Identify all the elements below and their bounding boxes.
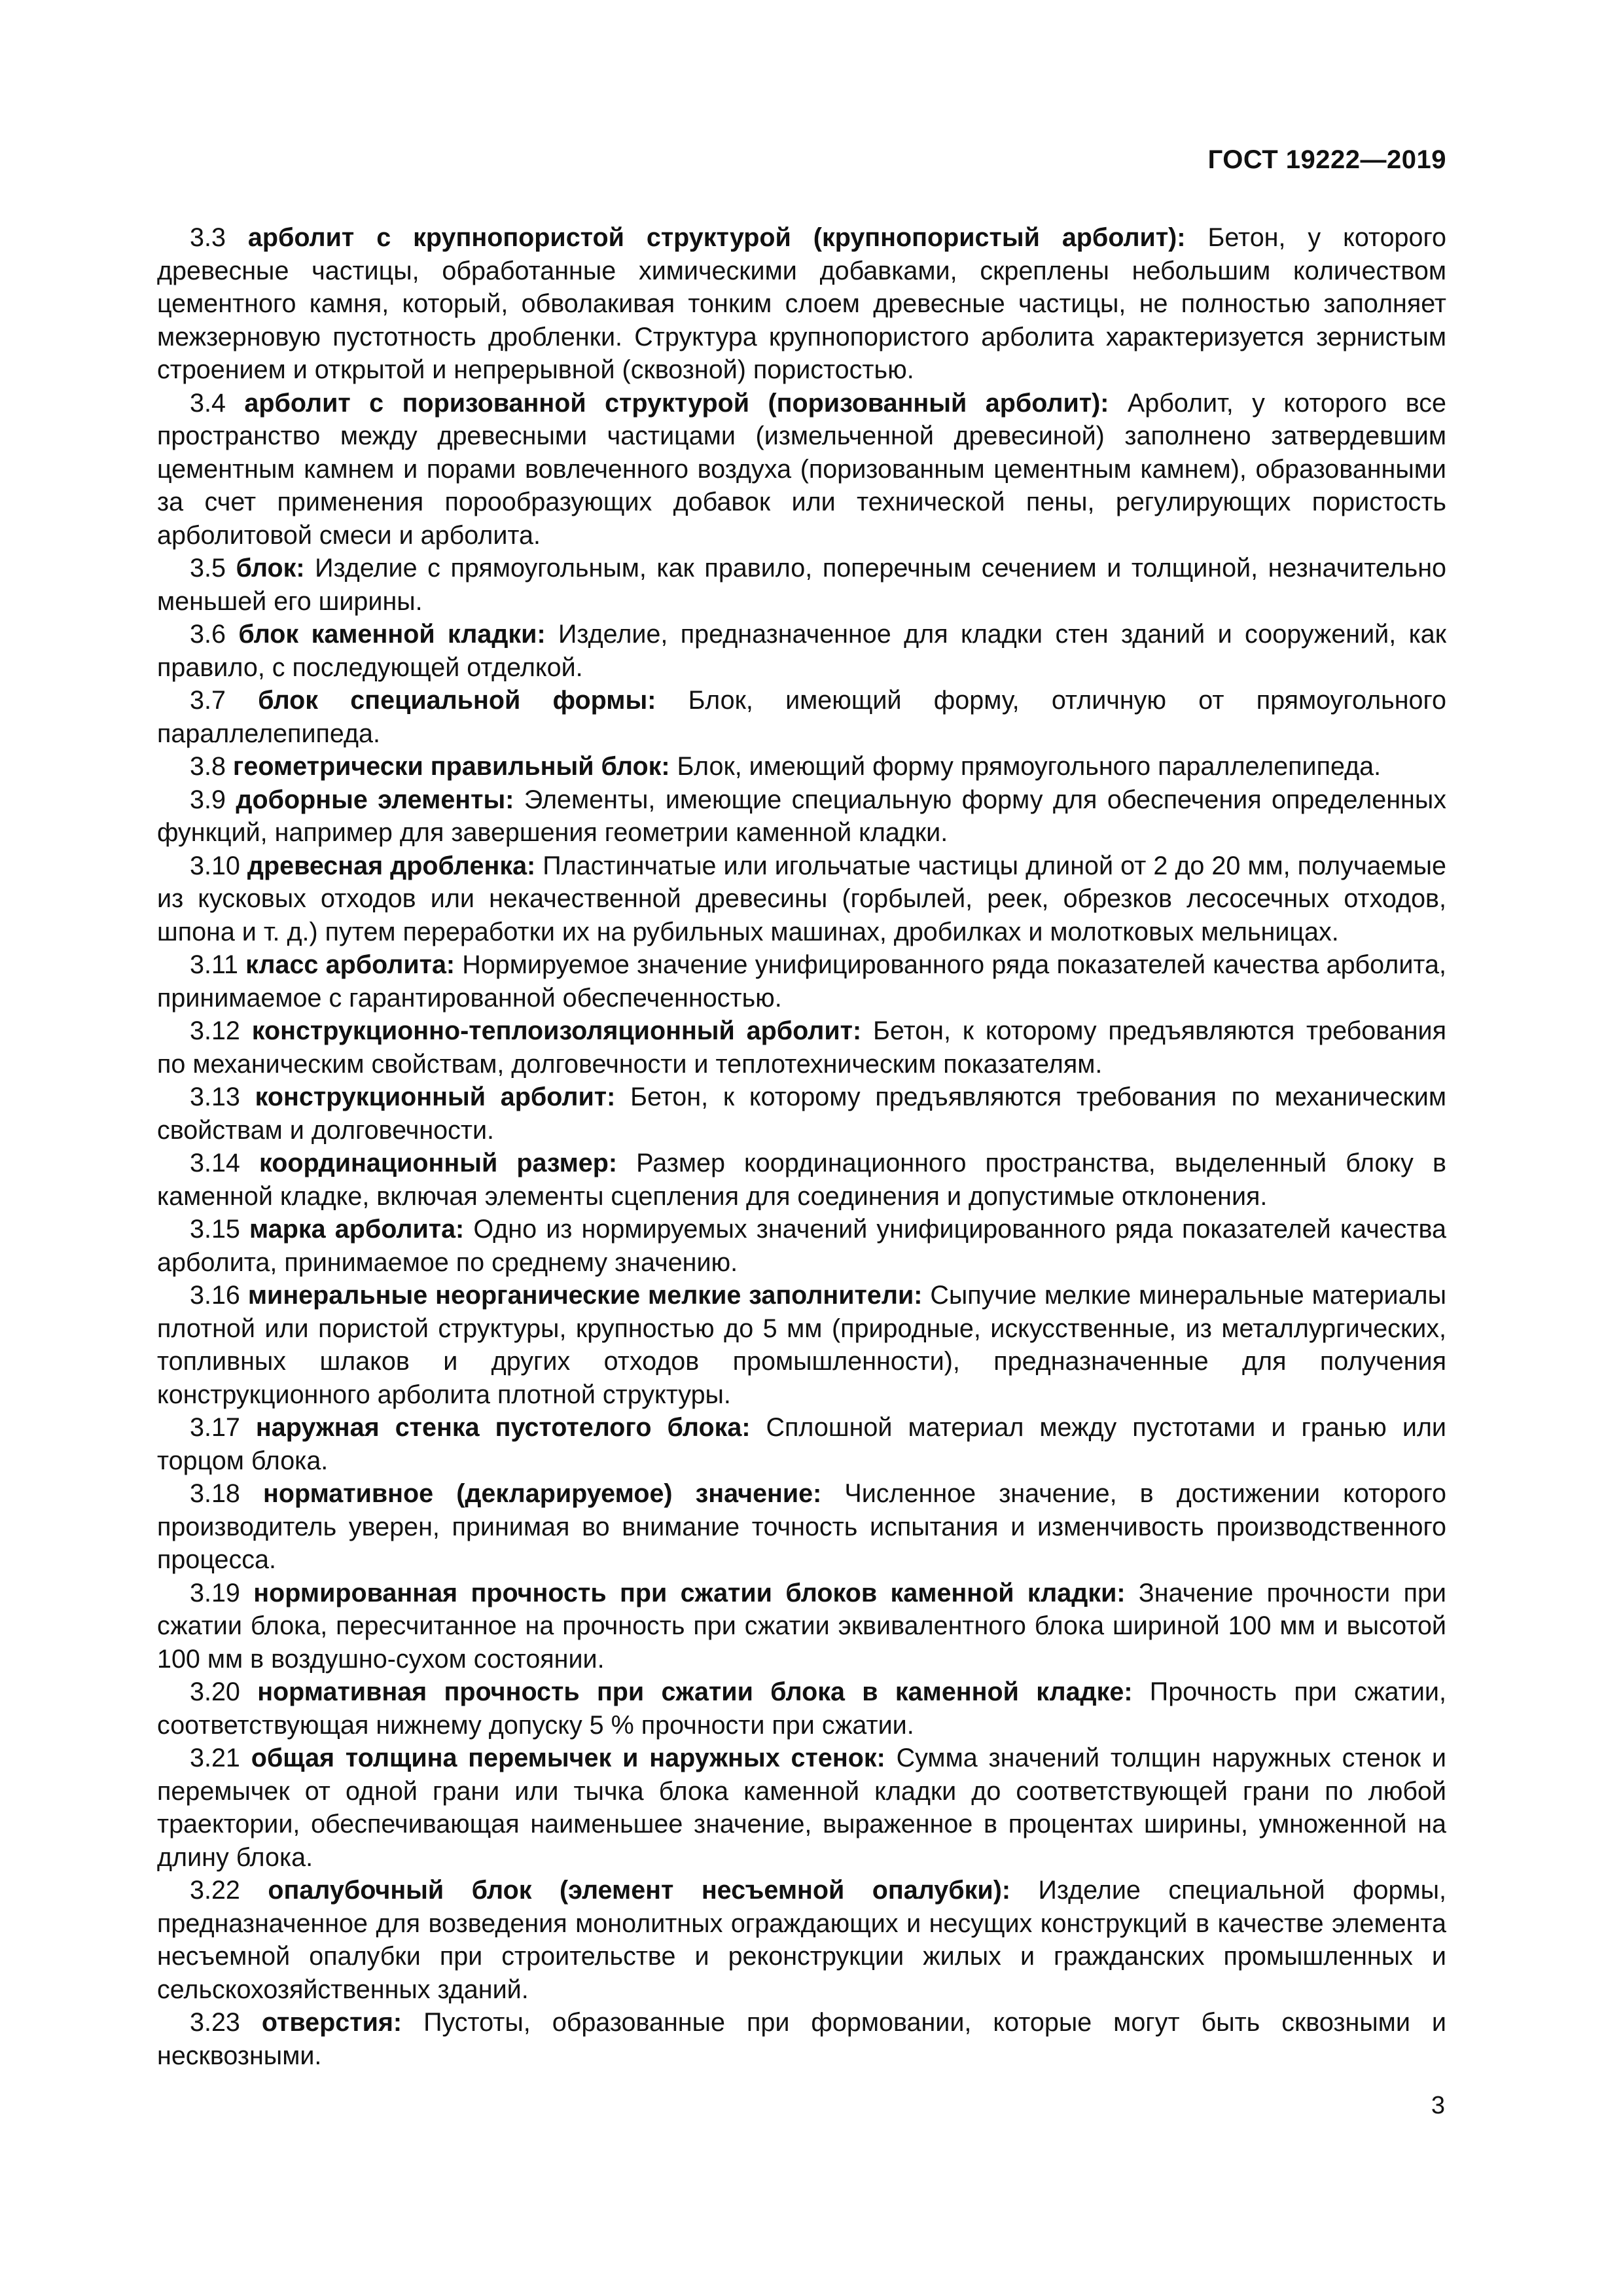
term-definition: Прочность при сжатии, соответствующая нижнему допуску 5 % прочности при сжатии. — [157, 1677, 1446, 1740]
term-entry — [157, 750, 1446, 783]
term-entry — [157, 1577, 1446, 1676]
term-entry — [157, 783, 1446, 850]
term-title: общая толщина перемычек и наружных стенок: — [251, 1744, 885, 1772]
term-definition: Бетон, к которому предъявляются требования по механическим свойствам, долговечности и теплотехническим показателям. — [157, 1016, 1446, 1079]
term-title: марка арболита: — [249, 1215, 465, 1244]
term-title: блок каменной кладки: — [238, 620, 546, 649]
term-entry — [157, 1477, 1446, 1577]
term-entry — [157, 618, 1446, 684]
term-number: 3.15 — [190, 1215, 240, 1244]
term-title: арболит с крупнопористой структурой (крупнопористый арболит): — [247, 223, 1186, 252]
term-entry — [157, 948, 1446, 1014]
term-definition: Сумма значений толщин наружных стенок и перемычек от одной грани или тычка блока каменной кладки до соответствующей грани по любой траектории, обеспечивающая наименьшее значение, выраженное в процентах ширины, умноженной на длину блока. — [157, 1744, 1446, 1872]
term-number: 3.14 — [190, 1149, 240, 1177]
term-entry — [157, 1213, 1446, 1279]
term-title: класс арболита: — [245, 950, 455, 979]
term-definition: Бетон, у которого древесные частицы, обработанные химическими добавками, скреплены небольшим количеством цементного камня, который, обволакивая тонким слоем древесные частицы, не полностью заполняет межзерновую пустотность дробленки. Структура крупнопористого арболита характеризуется зернистым строением и открытой и непрерывной (сквозной) пористостью. — [157, 223, 1446, 384]
term-definition: Нормируемое значение унифицированного ряда показателей качества арболита, принимаемое с гарантированной обеспеченностью. — [157, 950, 1446, 1013]
term-definition: Сыпучие мелкие минеральные материалы плотной или пористой структуры, крупностью до 5 мм (природные, искусственные, из металлургических, топливных шлаков и других отходов промышленности), предназначенные для получения конструкционного арболита плотной структуры. — [157, 1281, 1446, 1409]
term-number: 3.12 — [190, 1016, 240, 1045]
term-number: 3.7 — [190, 686, 226, 715]
term-title: конструкционно-теплоизоляционный арболит: — [251, 1016, 862, 1045]
term-definition: Значение прочности при сжатии блока, пересчитанное на прочность при сжатии эквивалентного блока шириной 100 мм и высотой 100 мм в воздушно-сухом состоянии. — [157, 1578, 1446, 1674]
term-title: опалубочный блок (элемент несъемной опалубки): — [268, 1876, 1011, 1905]
term-entry — [157, 1676, 1446, 1742]
term-number: 3.17 — [190, 1413, 240, 1442]
term-title: минеральные неорганические мелкие заполнители: — [247, 1281, 923, 1310]
term-title: конструкционный арболит: — [255, 1083, 616, 1111]
term-entry — [157, 1874, 1446, 2006]
term-number: 3.18 — [190, 1479, 240, 1508]
term-title: нормированная прочность при сжатии блоков каменной кладки: — [253, 1578, 1126, 1607]
term-title: нормативная прочность при сжатии блока в каменной кладке: — [257, 1677, 1133, 1706]
term-entry — [157, 1081, 1446, 1147]
term-definition: Пластинчатые или игольчатые частицы длиной от 2 до 20 мм, получаемые из кусковых отходов или некачественной древесины (горбылей, реек, обрезков лесосечных отходов, шпона и т. д.) путем переработки их на рубильных машинах, дробилках и молотковых мельницах. — [157, 851, 1446, 946]
term-number: 3.23 — [190, 2008, 240, 2037]
term-title: доборные элементы: — [236, 785, 514, 814]
term-entry — [157, 1014, 1446, 1081]
term-number: 3.16 — [190, 1281, 240, 1310]
term-entry — [157, 1279, 1446, 1411]
term-definition: Численное значение, в достижении которого производитель уверен, принимая во внимание точность испытания и изменчивость производственного процесса. — [157, 1479, 1446, 1574]
term-title: блок: — [236, 554, 305, 583]
term-entry — [157, 552, 1446, 618]
term-entry — [157, 387, 1446, 552]
term-entry — [157, 850, 1446, 949]
term-definition: Сплошной материал между пустотами и гранью или торцом блока. — [157, 1413, 1447, 1475]
term-number: 3.13 — [190, 1083, 240, 1111]
term-entry — [157, 1147, 1446, 1213]
term-number: 3.4 — [190, 388, 226, 418]
term-number: 3.5 — [190, 554, 226, 583]
term-title: отверстия: — [261, 2008, 402, 2037]
term-definition: Изделие с прямоугольным, как правило, поперечным сечением и толщиной, незначительно меньшей его ширины. — [157, 554, 1446, 616]
term-entry — [157, 221, 1446, 387]
term-entry — [157, 1411, 1446, 1477]
term-definition: Арболит, у которого все пространство между древесными частицами (измельченной древесиной) заполнено затвердевшим цементным камнем и порами вовлеченного воздуха (поризованным цементным камнем), образованными за счет применения порообразующих добавок или технической пены, регулирующих пористость арболитовой смеси и арболита. — [157, 388, 1446, 550]
term-title: арболит с поризованной структурой (поризованный арболит): — [244, 388, 1109, 418]
term-definition: Размер координационного пространства, выделенный блоку в каменной кладке, включая элементы сцепления для соединения и допустимые отклонения. — [157, 1149, 1446, 1211]
term-number: 3.6 — [190, 620, 226, 649]
term-entry — [157, 2006, 1446, 2072]
term-definition: Пустоты, образованные при формовании, которые могут быть сквозными и несквозными. — [157, 2008, 1446, 2070]
document-code: ГОСТ 19222—2019 — [1207, 145, 1446, 174]
term-definition: Изделие специальной формы, предназначенное для возведения монолитных ограждающих и несущих конструкций в качестве элемента несъемной опалубки при строительстве и реконструкции жилых и гражданских промышленных и сельскохозяйственных зданий. — [157, 1876, 1446, 2004]
term-title: блок специальной формы: — [258, 686, 656, 715]
term-title: древесная дробленка: — [247, 851, 536, 880]
term-number: 3.3 — [190, 223, 226, 252]
term-definition: Изделие, предназначенное для кладки стен зданий и сооружений, как правило, с последующей отделкой. — [157, 620, 1446, 682]
term-number: 3.8 — [190, 752, 226, 781]
terms-list — [157, 221, 1446, 2072]
page-number: 3 — [1431, 2092, 1445, 2119]
term-definition: Блок, имеющий форму прямоугольного параллелепипеда. — [677, 752, 1382, 781]
term-number: 3.21 — [190, 1744, 240, 1772]
term-definition: Блок, имеющий форму, отличную от прямоугольного параллелепипеда. — [157, 686, 1446, 748]
term-number: 3.11 — [190, 950, 238, 979]
term-definition: Бетон, к которому предъявляются требования по механическим свойствам и долговечности. — [157, 1083, 1446, 1145]
term-title: наружная стенка пустотелого блока: — [255, 1413, 751, 1442]
term-number: 3.9 — [190, 785, 226, 814]
term-title: координационный размер: — [259, 1149, 618, 1177]
term-definition: Элементы, имеющие специальную форму для обеспечения определенных функций, например для завершения геометрии каменной кладки. — [157, 785, 1446, 847]
term-title: нормативное (декларируемое) значение: — [262, 1479, 822, 1508]
term-number: 3.19 — [190, 1578, 240, 1607]
term-number: 3.22 — [190, 1876, 240, 1905]
term-definition: Одно из нормируемых значений унифицированного ряда показателей качества арболита, принимаемое по среднему значению. — [157, 1215, 1446, 1277]
term-entry — [157, 684, 1446, 750]
term-entry — [157, 1742, 1446, 1874]
term-number: 3.10 — [190, 851, 240, 880]
term-title: геометрически правильный блок: — [232, 752, 670, 781]
term-number: 3.20 — [190, 1677, 240, 1706]
